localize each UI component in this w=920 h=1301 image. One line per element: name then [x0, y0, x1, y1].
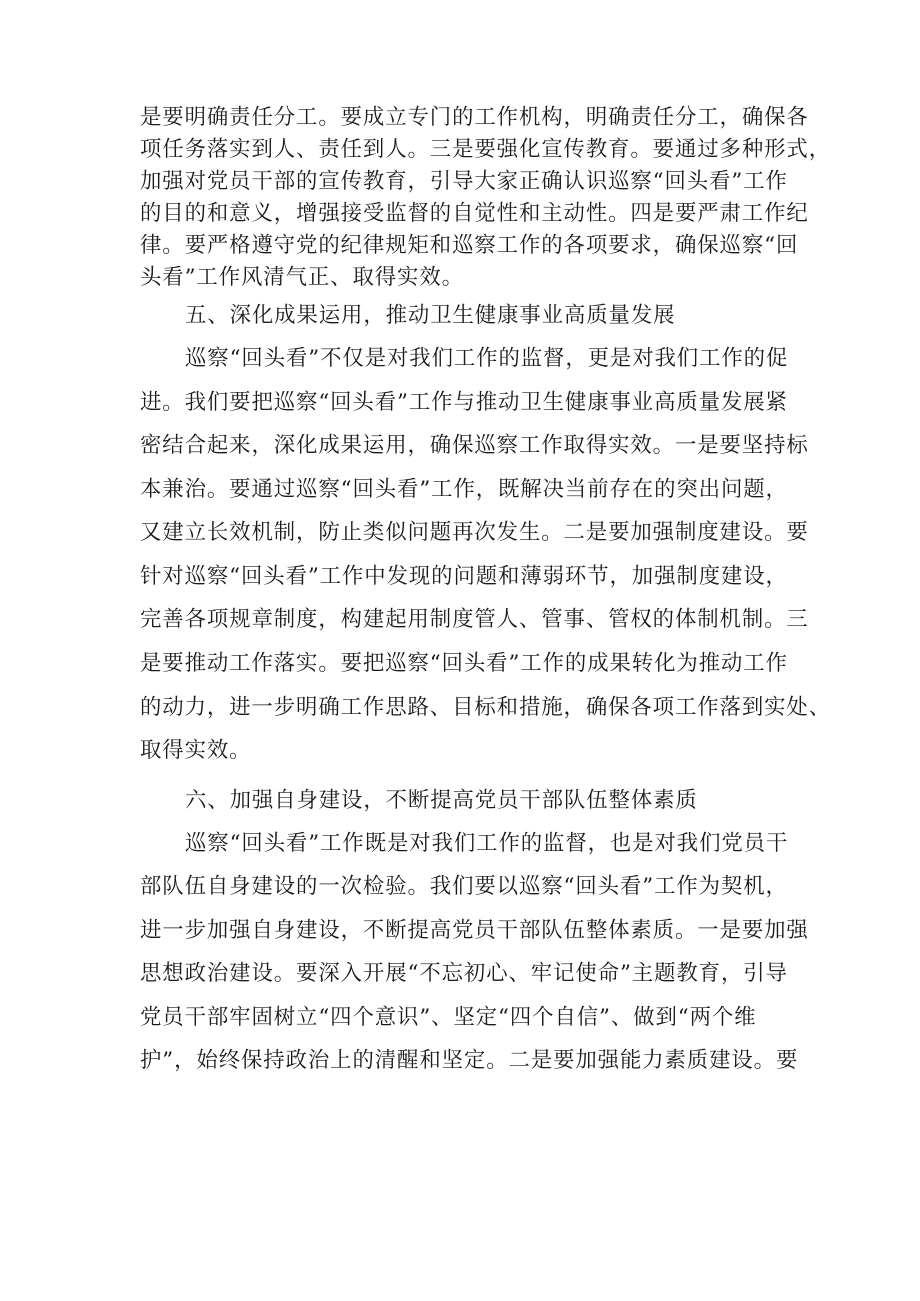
text-line: 是要明确责任分工。要成立专门的工作机构，明确责任分工，确保各 — [140, 105, 809, 130]
text-line: 巡察“回头看”不仅是对我们工作的监督，更是对我们工作的促 — [185, 346, 789, 371]
text-line: 又建立长效机制，防止类似问题再次发生。二是要加强制度建设。要 — [140, 520, 809, 545]
text-line: 针对巡察“回头看”工作中发现的问题和薄弱环节，加强制度建设， — [140, 564, 788, 589]
text-line: 完善各项规章制度，构建起用制度管人、管事、管权的体制机制。三 — [140, 607, 809, 632]
section-heading-6: 六、加强自身建设，不断提高党员干部队伍整体素质 — [185, 788, 698, 813]
text-line: 取得实效。 — [140, 738, 252, 763]
text-line: 是要推动工作落实。要把巡察“回头看”工作的成果转化为推动工作 — [140, 651, 788, 676]
text-line: 进。我们要把巡察“回头看”工作与推动卫生健康事业高质量发展紧 — [140, 390, 788, 415]
text-line: 部队伍自身建设的一次检验。我们要以巡察“回头看”工作为契机， — [140, 874, 788, 899]
section-heading-5: 五、深化成果运用，推动卫生健康事业高质量发展 — [185, 303, 676, 328]
text-line: 护”，始终保持政治上的清醒和坚定。二是要加强能力素质建设。要 — [140, 1048, 799, 1073]
text-line: 头看”工作风清气正、取得实效。 — [140, 265, 464, 290]
text-line: 思想政治建设。要深入开展“不忘初心、牢记使命”主题教育，引导 — [140, 961, 788, 986]
text-line: 加强对党员干部的宣传教育，引导大家正确认识巡察“回头看”工作 — [140, 169, 788, 194]
text-line: 的动力，进一步明确工作思路、目标和措施，确保各项工作落到实处、 — [140, 695, 832, 720]
text-line: 密结合起来，深化成果运用，确保巡察工作取得实效。一是要坚持标 — [140, 433, 809, 458]
text-line: 巡察“回头看”工作既是对我们工作的监督，也是对我们党员干 — [185, 831, 789, 856]
text-line: 项任务落实到人、责任到人。三是要强化宣传教育。要通过多种形式， — [140, 137, 832, 162]
text-line: 的目的和意义，增强接受监督的自觉性和主动性。四是要严肃工作纪 — [140, 201, 809, 226]
text-line: 党员干部牢固树立“四个意识”、坚定“四个自信”、做到“两个维 — [140, 1005, 757, 1030]
text-line: 进一步加强自身建设，不断提高党员干部队伍整体素质。一是要加强 — [140, 918, 809, 943]
text-line: 本兼治。要通过巡察“回头看”工作，既解决当前存在的突出问题， — [140, 477, 788, 502]
text-line: 律。要严格遵守党的纪律规矩和巡察工作的各项要求，确保巡察“回 — [140, 233, 799, 258]
